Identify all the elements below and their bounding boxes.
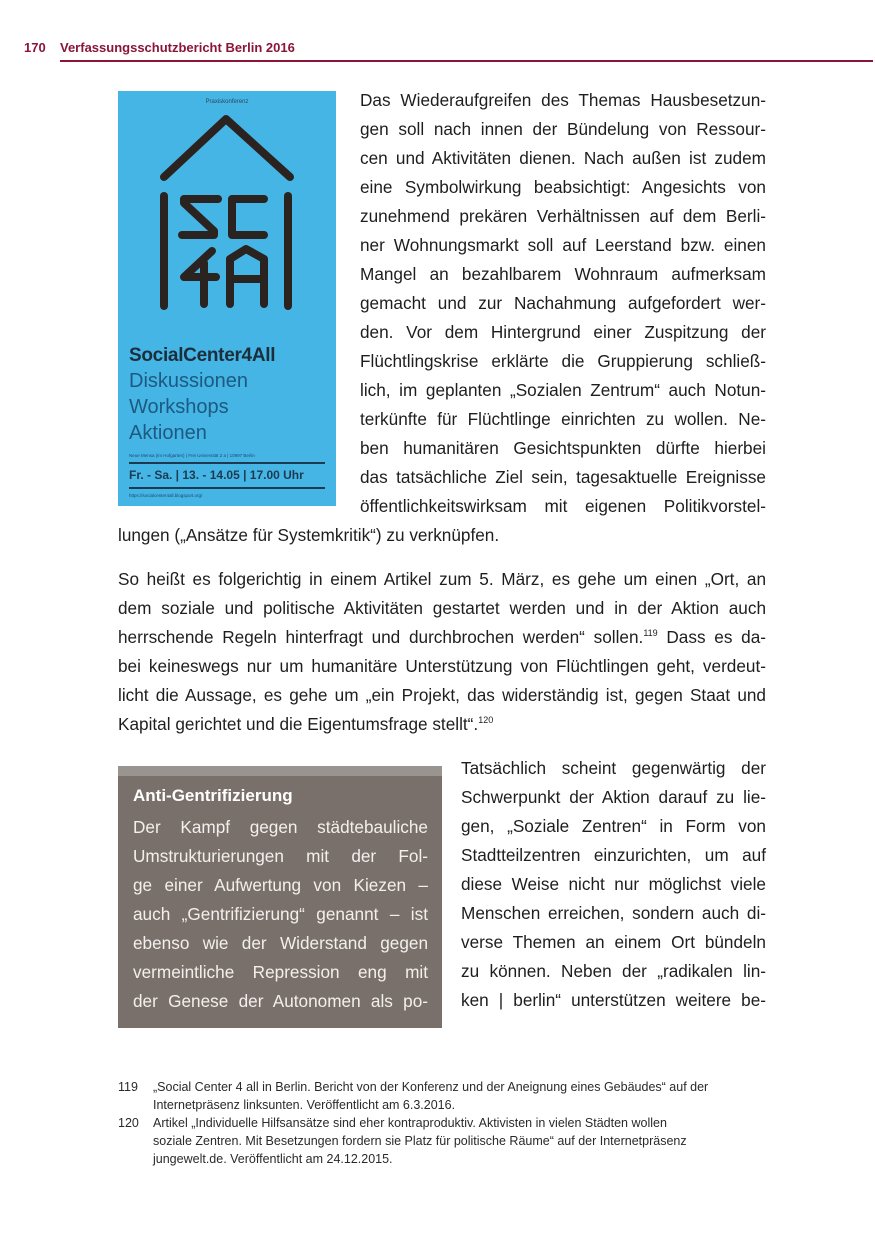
text-line: verse Themen an einem Ort bündeln	[461, 932, 766, 952]
footnote-ref-119[interactable]: 119	[643, 628, 658, 638]
text-line: dem soziale und politische Aktivitäten gestartet werden und in der Aktion auch	[118, 598, 766, 618]
text-line	[118, 710, 766, 739]
text-fragment: Dass es da-	[657, 627, 766, 647]
text-line: ebenso wie der Widerstand gegen	[133, 933, 428, 953]
info-box-topbar	[118, 766, 442, 776]
footnote-119	[118, 1078, 778, 1114]
footnote-line: soziale Zentren. Mit Besetzungen fordern sie Platz für politische Räume“ auf der Internetpräsenz	[153, 1134, 687, 1148]
house-logo-icon	[118, 91, 336, 341]
header-rule	[60, 60, 873, 62]
text-line: cen und Aktivitäten dienen. Nach außen ist zudem	[360, 148, 766, 168]
document-title: Verfassungsschutzbericht Berlin 2016	[60, 40, 295, 55]
text-line	[118, 623, 766, 652]
text-line: diese Weise nicht nur möglichst viele	[461, 874, 766, 894]
footnote-line: jungewelt.de. Veröffentlicht am 24.12.2015.	[153, 1152, 393, 1166]
running-header	[24, 40, 875, 64]
text-line: Stadtteilzentren einzurichten, um auf	[461, 845, 766, 865]
footnote-line: Internetpräsenz linksunten. Veröffentlicht am 6.3.2016.	[153, 1098, 456, 1112]
poster-image	[118, 91, 336, 506]
text-line: öffentlichkeitswirksam mit eigenen Politikvorstel-	[360, 496, 766, 516]
text-line: licht die Aussage, es gehe um „ein Projekt, das widerständig ist, gegen Staat und	[118, 685, 766, 705]
poster-brand: SocialCenter4All	[129, 345, 276, 366]
poster-url: https://socialcenter4all.blogsport.org/	[129, 493, 203, 498]
poster-top-label: Praxiskonferenz	[205, 99, 249, 105]
text-line: Der Kampf gegen städtebauliche	[133, 817, 428, 837]
footnote-number: 119	[118, 1080, 138, 1094]
poster-line: Diskussionen	[129, 370, 248, 392]
text-line: Schwerpunkt der Aktion darauf zu lie-	[461, 787, 766, 807]
text-line: gemacht und zur Nachahmung aufgefordert wer-	[360, 293, 766, 313]
footnote-ref-120[interactable]: 120	[478, 715, 494, 725]
text-line: lich, im geplanten „Sozialen Zentrum“ auch Notun-	[360, 380, 766, 400]
page-number: 170	[24, 40, 46, 55]
paragraph-3	[461, 754, 766, 1015]
info-box	[118, 766, 442, 1028]
text-line: ben humanitären Gesichtspunkten dürfte hierbei	[360, 438, 766, 458]
text-line: den. Vor dem Hintergrund einer Zuspitzung der	[360, 322, 766, 342]
text-line: zu können. Neben der „radikalen lin-	[461, 961, 766, 981]
footnote-line: Artikel „Individuelle Hilfsansätze sind eher kontraproduktiv. Aktivisten in vielen Städten wollen	[153, 1116, 667, 1130]
poster-date: Fr. - Sa. | 13. - 14.05 | 17.00 Uhr	[129, 468, 304, 482]
footnote-number: 120	[118, 1116, 139, 1130]
text-line: Das Wiederaufgreifen des Themas Hausbesetzun-	[360, 90, 766, 110]
info-box-title: Anti-Gentrifizierung	[133, 786, 293, 805]
text-fragment: herrschende Regeln hinterfragt und durchbrochen werden“ sollen.	[118, 627, 644, 647]
poster-divider	[129, 462, 325, 464]
info-box-body	[133, 813, 428, 1016]
text-line: eine Symbolwirkung beabsichtigt: Angesichts von	[360, 177, 766, 197]
footnote-line: „Social Center 4 all in Berlin. Bericht von der Konferenz und der Aneignung eines Gebäudes“ auf der	[153, 1080, 709, 1094]
text-line: der Genese der Autonomen als po-	[133, 991, 428, 1011]
text-line: zunehmend prekären Verhältnissen auf dem Berli-	[360, 206, 766, 226]
text-line: terkünfte für Flüchtlinge einrichten zu wollen. Ne-	[360, 409, 766, 429]
paragraph-1	[360, 86, 766, 521]
paragraph-2	[118, 565, 766, 739]
text-line: Mangel an bezahlbarem Wohnraum aufmerksam	[360, 264, 766, 284]
text-line: Tatsächlich scheint gegenwärtig der	[461, 758, 766, 778]
text-line: gen, „Soziale Zentren“ in Form von	[461, 816, 766, 836]
poster-line: Workshops	[129, 396, 229, 418]
text-fragment: Kapital gerichtet und die Eigentumsfrage stellt“.	[118, 714, 479, 734]
text-line: gen soll nach innen der Bündelung von Ressour-	[360, 119, 766, 139]
text-line: auch „Gentrifizierung“ genannt – ist	[133, 904, 428, 924]
paragraph-1-last-line: lungen („Ansätze für Systemkritik“) zu verknüpfen.	[118, 525, 500, 545]
text-line: Umstrukturierungen mit der Fol-	[133, 846, 428, 866]
text-line: Menschen erreichen, sondern auch di-	[461, 903, 766, 923]
text-line: vermeintliche Repression eng mit	[133, 962, 428, 982]
text-line: ner Wohnungsmarkt soll auf Leerstand bzw. einen	[360, 235, 766, 255]
text-line: So heißt es folgerichtig in einem Artikel zum 5. März, es gehe um einen „Ort, an	[118, 569, 766, 589]
poster-line: Aktionen	[129, 422, 207, 444]
text-line: ge einer Aufwertung von Kiezen –	[133, 875, 428, 895]
poster-address: Neue Mensa (im Hofgarten) | Frei Universität 2 a | 10997 Berlin	[129, 453, 255, 458]
text-line: das tatsächliche Ziel sein, tagesaktuelle Ereignisse	[360, 467, 766, 487]
footnote-120	[118, 1114, 778, 1168]
text-line: ken | berlin“ unterstützen weitere be-	[461, 990, 766, 1010]
text-line: bei keineswegs nur um humanitäre Unterstützung von Flüchtlingen geht, verdeut-	[118, 656, 766, 676]
text-line: Flüchtlingskrise erklärte die Gruppierung schließ-	[360, 351, 766, 371]
poster-divider	[129, 487, 325, 489]
footnotes	[118, 1078, 778, 1168]
